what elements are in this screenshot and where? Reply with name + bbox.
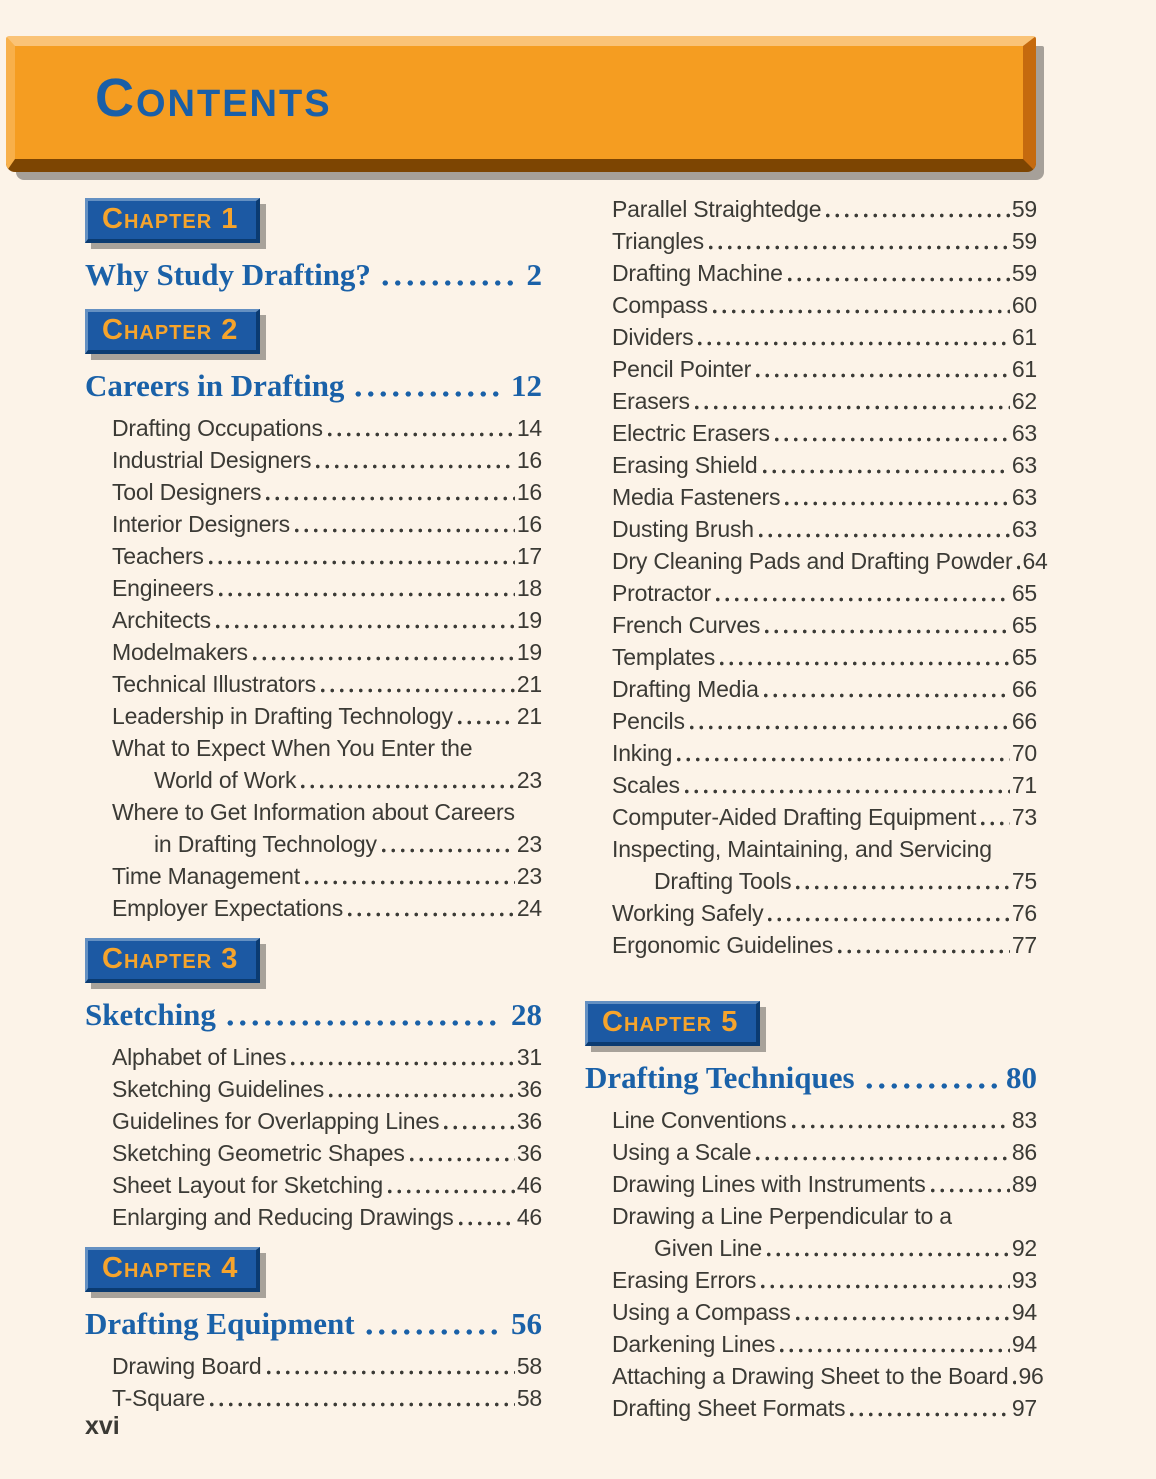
entry-label: Templates [612, 644, 716, 670]
toc-entry [112, 572, 542, 604]
dot-leader [713, 577, 1010, 609]
chapter-badge-wrap [85, 938, 542, 995]
entry-page-number: 73 [1011, 804, 1037, 830]
entry-label: Dividers [612, 324, 694, 350]
dot-leader [764, 1232, 1010, 1264]
chapter-block [85, 938, 542, 1233]
dot-leader [682, 769, 1010, 801]
dot-leader [1010, 1360, 1016, 1392]
entry-list [585, 1104, 1044, 1424]
entry-page-number: 92 [1011, 1235, 1037, 1261]
toc-entry [612, 417, 1037, 449]
toc-entry-line1 [612, 1200, 1037, 1232]
entry-page-number: 61 [1011, 324, 1037, 350]
entry-label: Modelmakers [112, 639, 248, 665]
toc-entry [612, 1392, 1037, 1424]
entry-label: Enlarging and Reducing Drawings [112, 1204, 454, 1230]
toc-entry [612, 449, 1037, 481]
dot-leader [1014, 545, 1020, 577]
dot-leader [793, 865, 1009, 897]
toc-entry [612, 1264, 1037, 1296]
entry-label: Drafting Machine [612, 260, 783, 286]
toc-entry [112, 636, 542, 668]
entry-label: Technical Illustrators [112, 671, 316, 697]
page-number-folio: xvi [85, 1412, 120, 1440]
toc-entry [612, 609, 1037, 641]
dot-leader [264, 1350, 515, 1382]
entry-page-number: 64 [1022, 548, 1048, 574]
entry-page-number: 63 [1011, 452, 1037, 478]
entry-label: Drafting Media [612, 676, 759, 702]
entry-page-number: 70 [1011, 740, 1037, 766]
entry-label: Using a Compass [612, 1299, 791, 1325]
entry-page-number: 16 [516, 511, 542, 537]
entry-label: Time Management [112, 863, 300, 889]
toc-entry [612, 1104, 1037, 1136]
entry-page-number: 63 [1011, 484, 1037, 510]
chapter-page-number: 2 [526, 257, 542, 292]
dot-leader [207, 1382, 515, 1414]
entry-label: Drawing Lines with Instruments [612, 1171, 926, 1197]
entry-page-number: 19 [516, 639, 542, 665]
dot-leader [753, 1136, 1010, 1168]
entry-label: Electric Erasers [612, 420, 770, 446]
entry-label: Drawing a Line Perpendicular to a [612, 1203, 952, 1229]
dot-leader [250, 636, 515, 668]
entry-label: Industrial Designers [112, 447, 312, 473]
dot-leader [772, 417, 1010, 449]
entry-page-number: 71 [1011, 772, 1037, 798]
entry-page-number: 58 [516, 1385, 542, 1411]
dot-leader [385, 1169, 515, 1201]
entry-label: Pencil Pointer [612, 356, 752, 382]
toc-entry [112, 476, 542, 508]
toc-column-left [85, 198, 542, 1428]
chapter-badge: Chapter 3 [85, 938, 260, 983]
toc-entry-line1 [112, 796, 542, 828]
chapter-block [85, 1247, 542, 1414]
chapter-badge-wrap [85, 1247, 542, 1304]
entry-label: Sheet Layout for Sketching [112, 1172, 383, 1198]
dot-leader [695, 321, 1009, 353]
toc-entry [112, 668, 542, 700]
entry-page-number: 31 [516, 1044, 542, 1070]
chapter-block [585, 193, 1048, 961]
toc-column-right [585, 193, 1048, 1438]
entry-page-number: 36 [516, 1140, 542, 1166]
entry-page-number: 23 [516, 831, 542, 857]
entry-page-number: 21 [516, 671, 542, 697]
dot-leader [407, 1137, 515, 1169]
entry-label: Employer Expectations [112, 895, 344, 921]
entry-label: Erasers [612, 388, 690, 414]
entry-page-number: 23 [516, 767, 542, 793]
dot-leader [345, 892, 515, 924]
chapter-badge-wrap [585, 1001, 1037, 1058]
entry-page-number: 36 [516, 1076, 542, 1102]
entry-label: Where to Get Information about Careers [112, 799, 515, 825]
dot-leader [710, 289, 1010, 321]
toc-entry [112, 508, 542, 540]
toc-entry [612, 897, 1037, 929]
entry-label-continuation: Given Line [654, 1235, 762, 1261]
dot-leader [263, 476, 514, 508]
entry-label: Using a Scale [612, 1139, 752, 1165]
toc-entry [112, 892, 542, 924]
entry-page-number: 60 [1011, 292, 1037, 318]
dot-leader [928, 1168, 1010, 1200]
dot-leader [213, 604, 515, 636]
dot-leader [363, 1304, 502, 1344]
toc-entry [112, 1073, 542, 1105]
entry-page-number: 62 [1011, 388, 1037, 414]
entry-page-number: 14 [516, 415, 542, 441]
chapter-title-row [85, 366, 542, 406]
dot-leader [823, 193, 1009, 225]
entry-label: Line Conventions [612, 1107, 787, 1133]
entry-page-number: 63 [1011, 420, 1037, 446]
dot-leader [847, 1392, 1009, 1424]
entry-page-number: 96 [1018, 1363, 1044, 1389]
entry-list [85, 412, 542, 924]
entry-label: Drawing Board [112, 1353, 262, 1379]
dot-leader [863, 1058, 997, 1098]
chapter-page-number: 28 [511, 997, 542, 1032]
entry-label: Protractor [612, 580, 711, 606]
entry-label: Darkening Lines [612, 1331, 776, 1357]
dot-leader [326, 1073, 515, 1105]
entry-label: Compass [612, 292, 708, 318]
entry-page-number: 65 [1011, 612, 1037, 638]
toc-entry [112, 1169, 542, 1201]
chapter-block [85, 198, 542, 295]
entry-label-continuation: in Drafting Technology [154, 831, 377, 857]
entry-label: Teachers [112, 543, 204, 569]
entry-label: Leadership in Drafting Technology [112, 703, 453, 729]
chapter-page-number: 12 [511, 368, 542, 403]
dot-leader [674, 737, 1010, 769]
entry-page-number: 24 [516, 895, 542, 921]
entry-label: Drafting Occupations [112, 415, 323, 441]
chapter-badge: Chapter 4 [85, 1247, 260, 1292]
entry-page-number: 63 [1011, 516, 1037, 542]
entry-page-number: 83 [1011, 1107, 1037, 1133]
entry-page-number: 75 [1011, 868, 1037, 894]
dot-leader [216, 572, 515, 604]
toc-entry [612, 1360, 1044, 1392]
entry-page-number: 18 [516, 575, 542, 601]
dot-leader [318, 668, 515, 700]
toc-entry [612, 641, 1037, 673]
chapter-page-number: 56 [511, 1306, 542, 1341]
toc-entry [612, 673, 1037, 705]
entry-page-number: 19 [516, 607, 542, 633]
dot-leader [352, 366, 502, 406]
entry-page-number: 94 [1011, 1299, 1037, 1325]
entry-page-number: 59 [1011, 228, 1037, 254]
dot-leader [379, 828, 515, 860]
entry-list [585, 193, 1048, 961]
entry-label: Erasing Shield [612, 452, 758, 478]
toc-entry [112, 604, 542, 636]
toc-entry [612, 225, 1037, 257]
dot-leader [288, 1041, 514, 1073]
chapter-badge-wrap [85, 309, 542, 366]
entry-label: Sketching Geometric Shapes [112, 1140, 405, 1166]
dot-leader [789, 1104, 1010, 1136]
dot-leader [777, 1328, 1010, 1360]
dot-leader [717, 641, 1010, 673]
chapter-badge: Chapter 2 [85, 309, 260, 354]
chapter-title: Careers in Drafting [85, 368, 345, 403]
entry-label: Pencils [612, 708, 685, 734]
toc-entry [612, 801, 1037, 833]
entry-label: Ergonomic Guidelines [612, 932, 834, 958]
dot-leader [441, 1105, 515, 1137]
toc-entry [612, 353, 1037, 385]
entry-page-number: 59 [1011, 196, 1037, 222]
entry-page-number: 16 [516, 447, 542, 473]
dot-leader [785, 257, 1010, 289]
toc-entry [612, 1136, 1037, 1168]
entry-label: Drafting Sheet Formats [612, 1395, 846, 1421]
entry-label: French Curves [612, 612, 761, 638]
toc-entry [612, 1296, 1037, 1328]
chapter-title: Why Study Drafting? [85, 257, 371, 292]
dot-leader [292, 508, 515, 540]
entry-page-number: 93 [1011, 1267, 1037, 1293]
dot-leader [835, 929, 1010, 961]
entry-label-continuation: Drafting Tools [654, 868, 792, 894]
dot-leader [758, 1264, 1010, 1296]
entry-label: Triangles [612, 228, 704, 254]
toc-entry [112, 1041, 542, 1073]
toc-entry [612, 737, 1037, 769]
dot-leader [298, 764, 515, 796]
toc-entry [112, 1382, 542, 1414]
entry-label: Inking [612, 740, 673, 766]
chapter-title-row [85, 1304, 542, 1344]
entry-list [85, 1041, 542, 1233]
entry-label: Interior Designers [112, 511, 290, 537]
entry-label: Erasing Errors [612, 1267, 757, 1293]
dot-leader [313, 444, 515, 476]
toc-entry [612, 321, 1037, 353]
dot-leader [455, 700, 515, 732]
toc-entry [612, 193, 1037, 225]
toc-entry [612, 1168, 1037, 1200]
entry-page-number: 46 [516, 1172, 542, 1198]
entry-label: Sketching Guidelines [112, 1076, 325, 1102]
toc-entry [612, 1328, 1037, 1360]
entry-page-number: 46 [516, 1204, 542, 1230]
entry-page-number: 66 [1011, 708, 1037, 734]
chapter-title: Drafting Techniques [585, 1060, 855, 1095]
entry-label: Computer-Aided Drafting Equipment [612, 804, 977, 830]
dot-leader [762, 609, 1010, 641]
entry-page-number: 36 [516, 1108, 542, 1134]
chapter-title-row [585, 1058, 1037, 1098]
dot-leader [687, 705, 1010, 737]
entry-page-number: 17 [516, 543, 542, 569]
page-title: Contents [95, 68, 332, 128]
toc-entry [112, 444, 542, 476]
entry-label: Media Fasteners [612, 484, 781, 510]
toc-entry [112, 1105, 542, 1137]
dot-leader [782, 481, 1010, 513]
chapter-title: Drafting Equipment [85, 1306, 355, 1341]
dot-leader [761, 673, 1010, 705]
chapter-badge: Chapter 5 [585, 1001, 760, 1046]
toc-entry [612, 545, 1048, 577]
entry-label: Attaching a Drawing Sheet to the Board [612, 1363, 1009, 1389]
toc-entry [612, 769, 1037, 801]
toc-entry [612, 257, 1037, 289]
entry-page-number: 58 [516, 1353, 542, 1379]
entry-label: Working Safely [612, 900, 764, 926]
dot-leader [224, 995, 502, 1035]
dot-leader [379, 255, 518, 295]
entry-label: What to Expect When You Enter the [112, 735, 473, 761]
entry-label: Alphabet of Lines [112, 1044, 287, 1070]
entry-label: Dry Cleaning Pads and Drafting Powder [612, 548, 1013, 574]
entry-page-number: 65 [1011, 580, 1037, 606]
toc-entry [612, 577, 1037, 609]
dot-leader [302, 860, 515, 892]
chapter-title-row [85, 255, 542, 295]
entry-page-number: 66 [1011, 676, 1037, 702]
toc-entry-line2 [112, 764, 542, 796]
entry-page-number: 16 [516, 479, 542, 505]
toc-entry [112, 1350, 542, 1382]
contents-banner [6, 36, 1036, 172]
toc-entry-line1 [612, 833, 1037, 865]
entry-label: Architects [112, 607, 211, 633]
entry-label: T-Square [112, 1385, 206, 1411]
toc-entry-line2 [612, 865, 1037, 897]
entry-label: Tool Designers [112, 479, 262, 505]
entry-page-number: 61 [1011, 356, 1037, 382]
dot-leader [692, 385, 1010, 417]
dot-leader [765, 897, 1009, 929]
dot-leader [753, 353, 1010, 385]
entry-label: Guidelines for Overlapping Lines [112, 1108, 440, 1134]
entry-page-number: 21 [516, 703, 542, 729]
entry-page-number: 94 [1011, 1331, 1037, 1357]
entry-label: Inspecting, Maintaining, and Servicing [612, 836, 992, 862]
entry-page-number: 59 [1011, 260, 1037, 286]
toc-entry-line1 [112, 732, 542, 764]
entry-page-number: 77 [1011, 932, 1037, 958]
entry-page-number: 65 [1011, 644, 1037, 670]
toc-entry [612, 289, 1037, 321]
dot-leader [793, 1296, 1010, 1328]
entry-list [85, 1350, 542, 1414]
toc-entry [612, 513, 1037, 545]
dot-leader [978, 801, 1010, 833]
toc-entry [112, 860, 542, 892]
toc-entry [612, 385, 1037, 417]
entry-label-continuation: World of Work [154, 767, 297, 793]
toc-entry [612, 705, 1037, 737]
entry-page-number: 23 [516, 863, 542, 889]
dot-leader [206, 540, 515, 572]
chapter-badge-wrap [85, 198, 542, 255]
toc-entry [612, 929, 1037, 961]
chapter-badge: Chapter 1 [85, 198, 260, 243]
entry-label: Dusting Brush [612, 516, 754, 542]
entry-label: Parallel Straightedge [612, 196, 822, 222]
toc-entry [112, 1137, 542, 1169]
toc-entry-line2 [112, 828, 542, 860]
toc-entry [112, 1201, 542, 1233]
chapter-title: Sketching [85, 997, 216, 1032]
entry-label: Engineers [112, 575, 214, 601]
chapter-block [85, 309, 542, 924]
entry-page-number: 76 [1011, 900, 1037, 926]
chapter-block [585, 1001, 1044, 1424]
dot-leader [706, 225, 1010, 257]
toc-entry [112, 540, 542, 572]
chapter-page-number: 80 [1006, 1060, 1037, 1095]
entry-page-number: 97 [1011, 1395, 1037, 1421]
toc-entry [112, 700, 542, 732]
toc-entry [612, 481, 1037, 513]
toc-entry-line2 [612, 1232, 1037, 1264]
entry-page-number: 86 [1011, 1139, 1037, 1165]
dot-leader [456, 1201, 515, 1233]
entry-page-number: 89 [1011, 1171, 1037, 1197]
dot-leader [756, 513, 1010, 545]
chapter-title-row [85, 995, 542, 1035]
dot-leader [760, 449, 1010, 481]
toc-entry [112, 412, 542, 444]
dot-leader [325, 412, 515, 444]
entry-label: Scales [612, 772, 680, 798]
